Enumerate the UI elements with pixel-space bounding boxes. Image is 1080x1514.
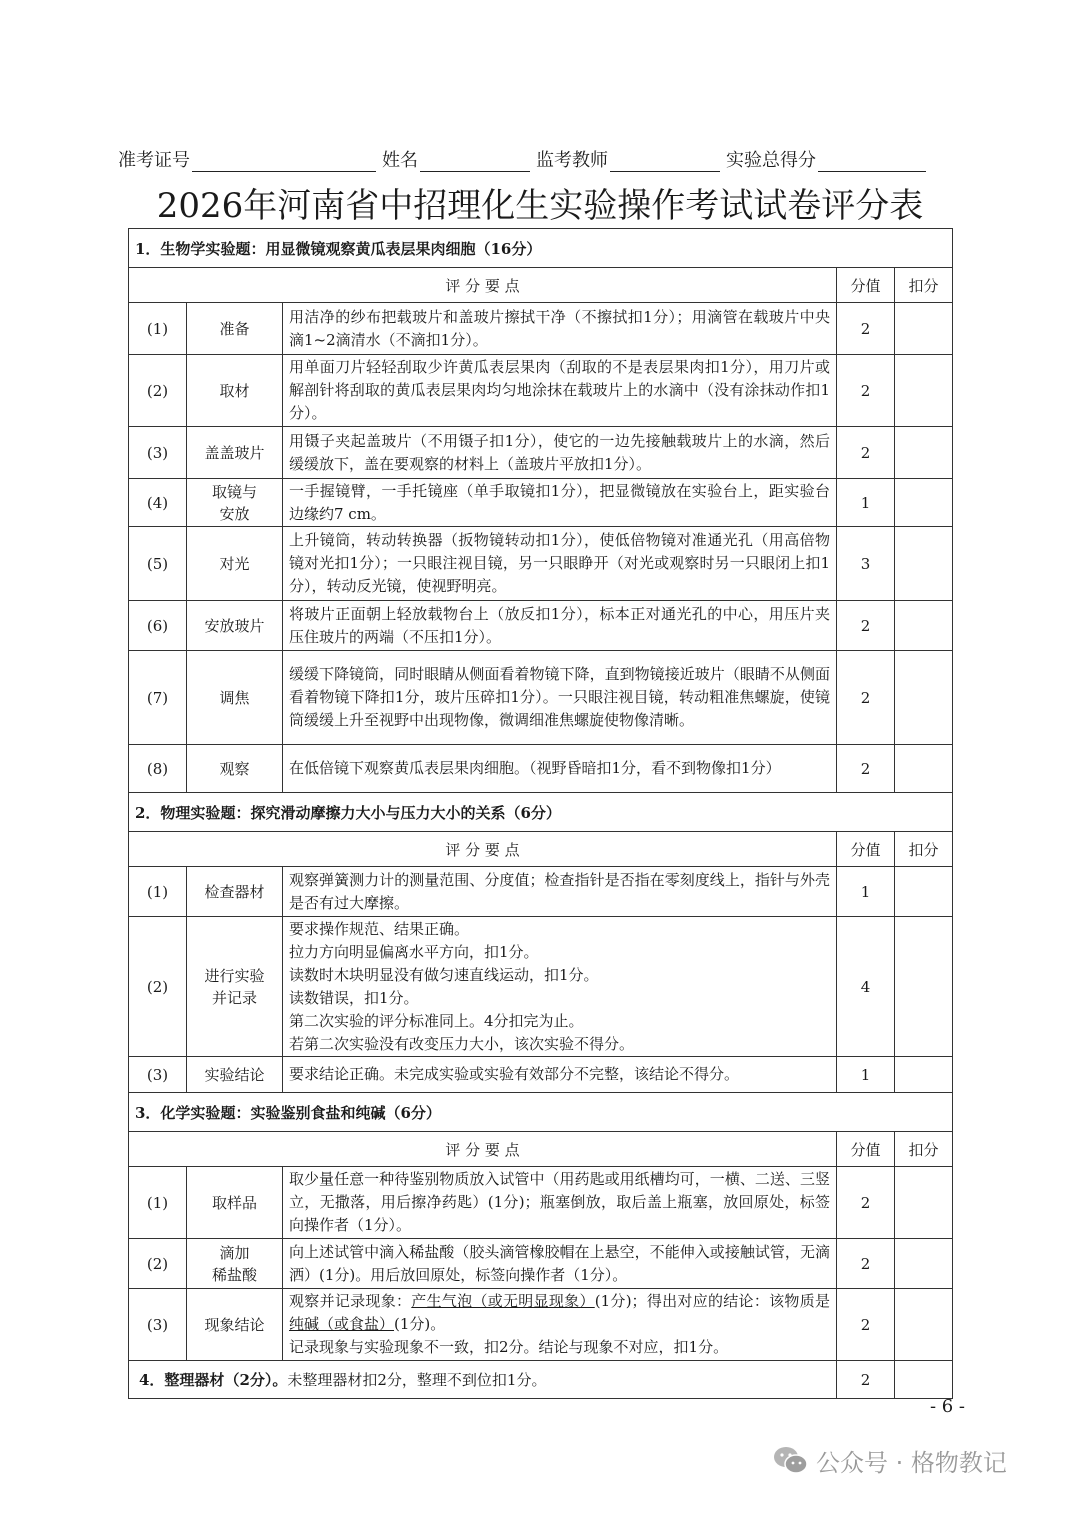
item-name: 准备	[187, 303, 283, 355]
section-title: 2．物理实验题：探究滑动摩擦力大小与压力大小的关系（6分）	[129, 793, 953, 832]
criteria-header: 评 分 要 点	[129, 1132, 837, 1167]
item-name: 安放玻片	[187, 601, 283, 651]
deduction-cell[interactable]	[895, 303, 953, 355]
item-number: (2)	[129, 355, 187, 427]
deduction-cell[interactable]	[895, 867, 953, 917]
item-name: 进行实验 并记录	[187, 917, 283, 1057]
deduction-cell[interactable]	[895, 427, 953, 479]
item-number: (2)	[129, 917, 187, 1057]
item-score: 2	[837, 745, 895, 793]
section-header	[129, 793, 953, 832]
deduction-cell[interactable]	[895, 1289, 953, 1361]
item-number: (5)	[129, 527, 187, 601]
column-header-row	[129, 268, 953, 303]
item-score: 2	[837, 427, 895, 479]
score-header: 分值	[837, 832, 895, 867]
criteria-text: (1分)。	[394, 1315, 446, 1333]
table-row	[129, 1239, 953, 1289]
item-score: 1	[837, 479, 895, 527]
item-number: (1)	[129, 303, 187, 355]
final-section-row	[129, 1361, 953, 1399]
item-score: 2	[837, 303, 895, 355]
table-row	[129, 1289, 953, 1361]
item-criteria: 将玻片正面朝上轻放载物台上（放反扣1分），标本正对通光孔的中心，用压片夹压住玻片的两端（不压扣1分）。	[283, 601, 837, 651]
item-criteria: 用镊子夹起盖玻片（不用镊子扣1分），使它的一边先接触载玻片上的水滴，然后缓缓放下，盖在要观察的材料上（盖玻片平放扣1分）。	[283, 427, 837, 479]
item-number: (3)	[129, 427, 187, 479]
deduction-cell[interactable]	[895, 1167, 953, 1239]
column-header-row	[129, 832, 953, 867]
table-row	[129, 651, 953, 745]
deduct-header: 扣分	[895, 1132, 953, 1167]
item-number: (4)	[129, 479, 187, 527]
item-score: 4	[837, 917, 895, 1057]
item-name: 观察	[187, 745, 283, 793]
item-criteria: 要求结论正确。未完成实验或实验有效部分不完整，该结论不得分。	[283, 1057, 837, 1093]
item-score: 3	[837, 527, 895, 601]
item-number: (7)	[129, 651, 187, 745]
item-score: 2	[837, 1361, 895, 1399]
total-score-blank	[818, 149, 926, 172]
item-criteria: 要求操作规范、结果正确。 拉力方向明显偏离水平方向，扣1分。 读数时木块明显没有做匀速直线运动，扣1分。 读数错误，扣1分。 第二次实验的评分标准同上。4分扣完为止。 若第二次实验没有改变压力大小，该次实验不得分。	[283, 917, 837, 1057]
deduction-cell[interactable]	[895, 601, 953, 651]
table-row	[129, 355, 953, 427]
final-section-title: 4．整理器材（2分）。	[139, 1371, 288, 1389]
final-section	[129, 1361, 837, 1399]
criteria-text: (1分)；得出对应的结论：该物质是	[594, 1292, 830, 1310]
table-row	[129, 745, 953, 793]
underlined-phenomenon: 产生气泡（或无明显现象）	[411, 1292, 595, 1310]
item-name: 取样品	[187, 1167, 283, 1239]
score-header: 分值	[837, 1132, 895, 1167]
item-score: 1	[837, 1057, 895, 1093]
section-title: 1．生物学实验题：用显微镜观察黄瓜表层果肉细胞（16分）	[129, 229, 953, 268]
table-row	[129, 1057, 953, 1093]
item-number: (6)	[129, 601, 187, 651]
item-name: 盖盖玻片	[187, 427, 283, 479]
item-score: 2	[837, 651, 895, 745]
watermark	[772, 1440, 1007, 1480]
item-number: (3)	[129, 1057, 187, 1093]
item-number: (1)	[129, 867, 187, 917]
criteria-header: 评 分 要 点	[129, 832, 837, 867]
section-header	[129, 1093, 953, 1132]
exam-id-blank	[192, 149, 376, 172]
deduction-cell[interactable]	[895, 745, 953, 793]
item-score: 2	[837, 355, 895, 427]
item-criteria: 观察弹簧测力计的测量范围、分度值；检查指针是否指在零刻度线上，指针与外壳是否有过大摩擦。	[283, 867, 837, 917]
proctor-label: 监考教师	[536, 150, 608, 171]
deduction-cell[interactable]	[895, 479, 953, 527]
deduction-cell[interactable]	[895, 527, 953, 601]
item-score: 2	[837, 1289, 895, 1361]
item-name: 现象结论	[187, 1289, 283, 1361]
item-name: 取镜与 安放	[187, 479, 283, 527]
column-header-row	[129, 1132, 953, 1167]
item-criteria: 取少量任意一种待鉴别物质放入试管中（用药匙或用纸槽均可，一横、二送、三竖立，无撒落，用后擦净药匙）(1分)；瓶塞倒放，取后盖上瓶塞，放回原处，标签向操作者（1分）。	[283, 1167, 837, 1239]
wechat-icon	[772, 1445, 808, 1475]
section-title: 3．化学实验题：实验鉴别食盐和纯碱（6分）	[129, 1093, 953, 1132]
item-criteria: 向上述试管中滴入稀盐酸（胶头滴管橡胶帽在上悬空，不能伸入或接触试管，无滴洒）(1分)。用后放回原处，标签向操作者（1分）。	[283, 1239, 837, 1289]
exam-header-fields	[118, 144, 968, 172]
item-score: 2	[837, 601, 895, 651]
item-name: 取材	[187, 355, 283, 427]
table-row	[129, 427, 953, 479]
deduction-cell[interactable]	[895, 917, 953, 1057]
deduct-header: 扣分	[895, 268, 953, 303]
scoring-table	[128, 228, 953, 1399]
deduction-cell[interactable]	[895, 651, 953, 745]
table-row	[129, 601, 953, 651]
deduction-cell[interactable]	[895, 1239, 953, 1289]
criteria-text: 观察并记录现象：	[289, 1292, 412, 1310]
item-name: 检查器材	[187, 867, 283, 917]
deduction-cell[interactable]	[895, 1057, 953, 1093]
deduction-cell[interactable]	[895, 1361, 953, 1399]
score-header: 分值	[837, 268, 895, 303]
item-criteria: 缓缓下降镜筒，同时眼睛从侧面看着物镜下降，直到物镜接近玻片（眼睛不从侧面看着物镜下降扣1分，玻片压碎扣1分）。一只眼注视目镜，转动粗准焦螺旋，使镜筒缓缓上升至视野中出现物像，微调细准焦螺旋使物像清晰。	[283, 651, 837, 745]
underlined-conclusion: 纯碱（或食盐）	[289, 1315, 395, 1333]
item-criteria: 用单面刀片轻轻刮取少许黄瓜表层果肉（刮取的不是表层果肉扣1分），用刀片或解剖针将刮取的黄瓜表层果肉均匀地涂抹在载玻片上的水滴中（没有涂抹动作扣1分）。	[283, 355, 837, 427]
item-number: (2)	[129, 1239, 187, 1289]
table-row	[129, 917, 953, 1057]
item-name: 对光	[187, 527, 283, 601]
total-score-label: 实验总得分	[726, 150, 816, 171]
item-score: 1	[837, 867, 895, 917]
table-row	[129, 1167, 953, 1239]
table-row	[129, 867, 953, 917]
item-criteria: 用洁净的纱布把载玻片和盖玻片擦拭干净（不擦拭扣1分）；用滴管在载玻片中央滴1~2滴清水（不滴扣1分）。	[283, 303, 837, 355]
document-title: 2026年河南省中招理化生实验操作考试试卷评分表	[156, 186, 924, 226]
table-row	[129, 479, 953, 527]
deduct-header: 扣分	[895, 832, 953, 867]
item-criteria	[283, 1289, 837, 1361]
page-number: - 6 -	[929, 1396, 965, 1417]
item-criteria: 在低倍镜下观察黄瓜表层果肉细胞。（视野昏暗扣1分，看不到物像扣1分）	[283, 745, 837, 793]
item-criteria: 上升镜筒，转动转换器（扳物镜转动扣1分），使低倍物镜对准通光孔（用高倍物镜对光扣1分）；一只眼注视目镜，另一只眼睁开（对光或观察时另一只眼闭上扣1分），转动反光镜，使视野明亮。	[283, 527, 837, 601]
item-score: 2	[837, 1167, 895, 1239]
item-criteria: 一手握镜臂，一手托镜座（单手取镜扣1分），把显微镜放在实验台上，距实验台边缘约7 cm。	[283, 479, 837, 527]
item-number: (8)	[129, 745, 187, 793]
table-row	[129, 527, 953, 601]
exam-id-label: 准考证号	[118, 150, 190, 171]
name-blank	[420, 149, 530, 172]
watermark-text: 公众号 · 格物教记	[816, 1448, 1007, 1477]
section-header	[129, 229, 953, 268]
item-name: 滴加 稀盐酸	[187, 1239, 283, 1289]
name-label: 姓名	[382, 150, 418, 171]
criteria-text: 记录现象与实验现象不一致，扣2分。结论与现象不对应，扣1分。	[289, 1338, 729, 1356]
final-section-desc: 未整理器材扣2分，整理不到位扣1分。	[287, 1371, 547, 1389]
item-name: 实验结论	[187, 1057, 283, 1093]
item-name: 调焦	[187, 651, 283, 745]
deduction-cell[interactable]	[895, 355, 953, 427]
criteria-header: 评 分 要 点	[129, 268, 837, 303]
table-row	[129, 303, 953, 355]
item-number: (1)	[129, 1167, 187, 1239]
item-score: 2	[837, 1239, 895, 1289]
item-number: (3)	[129, 1289, 187, 1361]
proctor-blank	[610, 149, 720, 172]
